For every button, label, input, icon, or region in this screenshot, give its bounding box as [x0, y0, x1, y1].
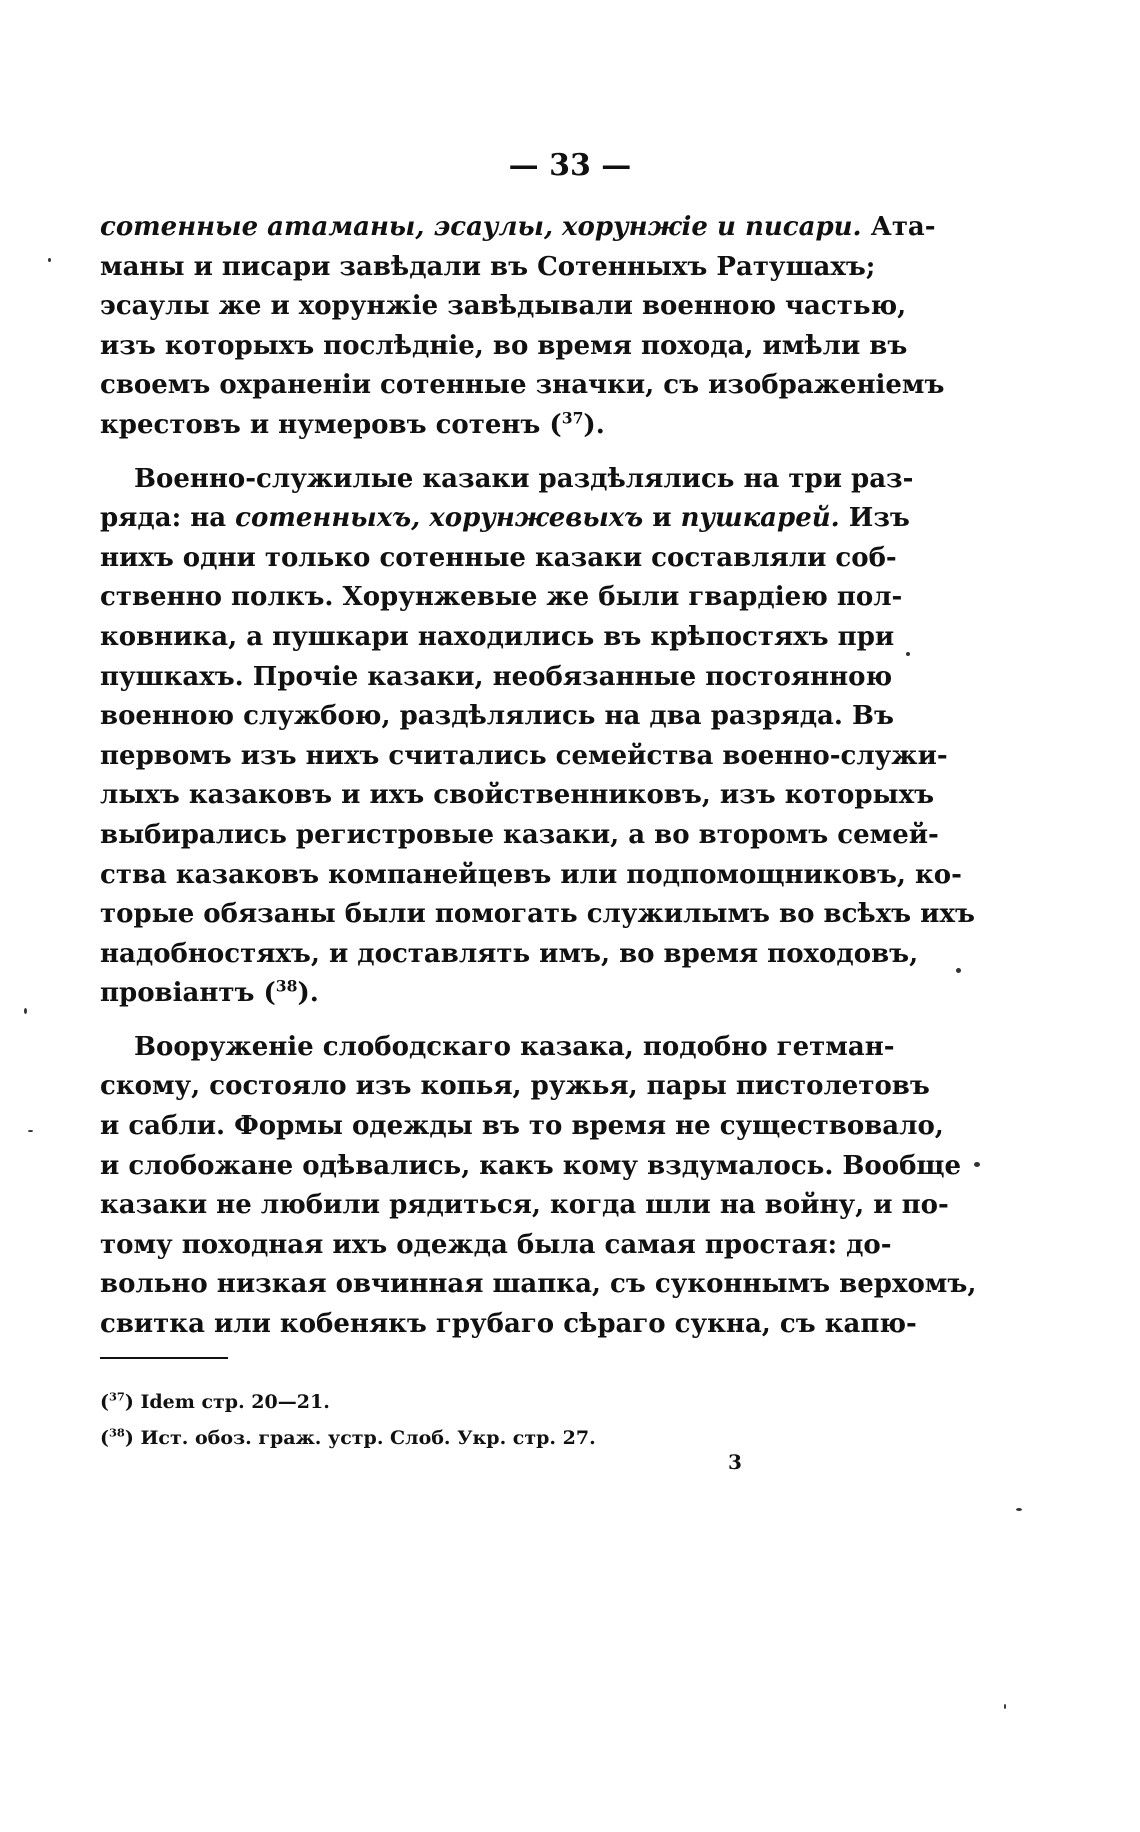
text-line	[100, 406, 860, 446]
text-line: военною службою, раздѣлялись на два разряда. Въ	[100, 701, 894, 732]
italic-run: сотенные атаманы, эсаулы, хорунжіе и писари.	[100, 212, 862, 242]
paragraph-1	[100, 208, 945, 446]
text-line: своемъ охраненіи сотенные значки, съ изображеніемъ	[100, 370, 945, 401]
text-run: Ата-	[861, 212, 936, 242]
text-line: маны и писари завѣдали въ Сотенныхъ Ратушахъ;	[100, 251, 876, 282]
footnote-divider	[100, 1357, 228, 1359]
text-run: и	[643, 503, 681, 534]
text-run: провіантъ (	[100, 978, 276, 1009]
italic-run: сотенныхъ, хорунжевыхъ	[235, 503, 644, 534]
text-line	[100, 974, 860, 1014]
footnote: ($^{37}$) Idem стр. 20—21.	[100, 1389, 330, 1413]
text-line: надобностяхъ, и доставлять имъ, во время походовъ,	[100, 938, 919, 969]
footnote-mark: 37	[109, 1389, 125, 1404]
text-line	[100, 208, 936, 248]
text-line: свитка или кобенякъ грубаго сѣраго сукна, съ капю-	[100, 1309, 917, 1340]
scan-speck	[48, 258, 51, 262]
text-line: эсаулы же и хорунжіе завѣдывали военною частью,	[100, 291, 907, 322]
scan-speck	[1016, 1508, 1022, 1511]
paragraph-2	[100, 460, 975, 1014]
text-line: Вооруженіе слободскаго казака, подобно гетман-	[134, 1031, 895, 1062]
body-text	[100, 208, 977, 1345]
footnote-mark: 38	[109, 1425, 125, 1440]
footnote-text: Idem стр. 20—21.	[133, 1391, 330, 1413]
text-line: и сабли. Формы одежды въ то время не существовало,	[100, 1111, 944, 1142]
text-line: и слобожане одѣвались, какъ кому вздумалось. Вообще	[100, 1150, 962, 1181]
text-line: ковника, а пушкари находились въ крѣпостяхъ при	[100, 621, 895, 652]
scan-speck	[906, 652, 910, 656]
scan-speck	[956, 968, 961, 973]
footnote-text: Ист. обоз. граж. устр. Слоб. Укр. стр. 27.	[133, 1427, 596, 1449]
text-line: казаки не любили рядиться, когда шли на войну, и по-	[100, 1190, 949, 1221]
footnote: ($^{38}$) Ист. обоз. граж. устр. Слоб. Укр. стр. 27.	[100, 1425, 596, 1449]
text-line: изъ которыхъ послѣдніе, во время похода, имѣли въ	[100, 330, 908, 361]
text-line: выбирались регистровые казаки, а во второмъ семей-	[100, 819, 939, 850]
text-run: крестовъ и нумеровъ сотенъ (	[100, 409, 562, 440]
text-line: Военно-служилые казаки раздѣлялись на три раз-	[134, 463, 914, 494]
scan-speck	[24, 1008, 27, 1014]
text-run: ).	[297, 978, 319, 1009]
scan-speck	[974, 1162, 980, 1167]
text-line: лыхъ казаковъ и ихъ свойственниковъ, изъ которыхъ	[100, 780, 935, 811]
footnotes	[100, 1384, 860, 1456]
text-line: ственно полкъ. Хорунжевые же были гвардіею пол-	[100, 582, 903, 613]
text-line: нихъ одни только сотенные казаки составляли соб-	[100, 542, 897, 573]
paragraph-3	[100, 1028, 977, 1345]
page-number: — 33 —	[508, 148, 632, 183]
text-line: тому походная ихъ одежда была самая простая: до-	[100, 1229, 892, 1260]
footnote-ref: 37	[561, 408, 584, 428]
scan-speck	[28, 1130, 33, 1132]
text-line	[100, 499, 910, 539]
signature-mark: 3	[728, 1450, 742, 1474]
footnote-ref: 38	[275, 976, 298, 996]
text-line: пушкахъ. Прочіе казаки, необязанные постоянною	[100, 661, 893, 692]
scan-speck	[1004, 1704, 1006, 1709]
text-line: вольно низкая овчинная шапка, съ суконнымъ верхомъ,	[100, 1269, 977, 1300]
italic-run: пушкарей.	[680, 503, 840, 534]
text-line: ства казаковъ компанейцевъ или подпомощниковъ, ко-	[100, 859, 962, 890]
text-line: первомъ изъ нихъ считались семейства военно-служи-	[100, 740, 948, 771]
text-run: Изъ	[839, 503, 910, 534]
text-line: скому, состояло изъ копья, ружья, пары пистолетовъ	[100, 1071, 930, 1102]
text-run: ряда: на	[100, 503, 236, 534]
text-line: торые обязаны были помогать служилымъ во всѣхъ ихъ	[100, 899, 975, 930]
text-run: ).	[583, 409, 605, 440]
